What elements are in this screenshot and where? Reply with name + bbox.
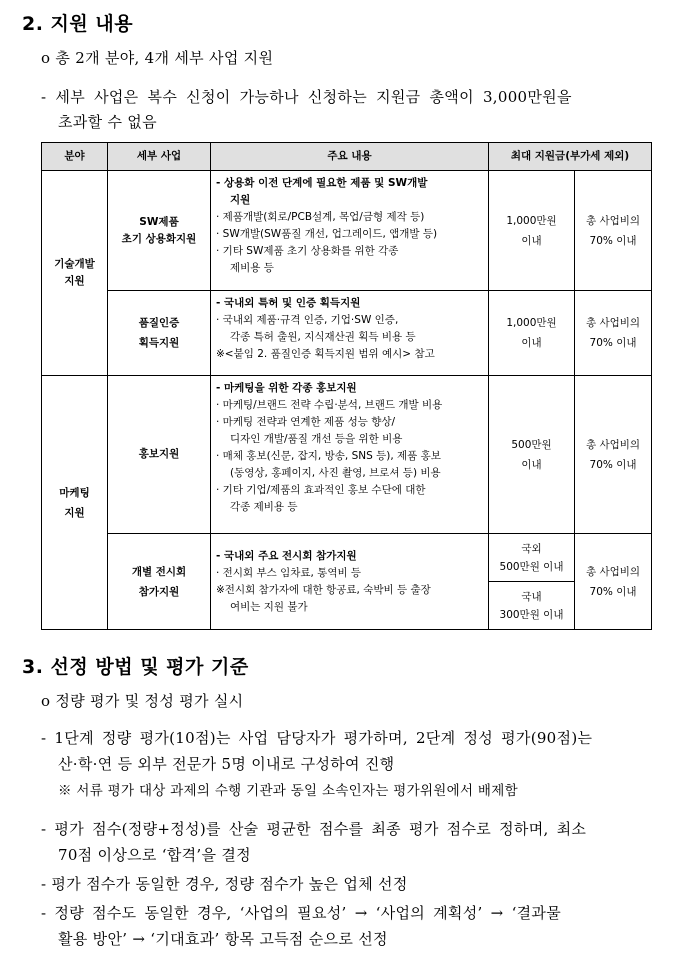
field-tech-dev: [42, 171, 108, 376]
amount-quality-cert: 1,000만원 이내: [489, 291, 575, 376]
ratio-sw-product: 총 사업비의 70% 이내: [575, 171, 652, 291]
section-2-title: 2. 지원 내용: [22, 13, 134, 35]
content-quality-cert: - 국내외 특허 및 인증 획득지원 · 국내외 제품·규격 인증, 기업·SW 인증, 각종 특허 출원, 지식재산권 획득 비용 등 ※<붙임 2. 품질인증 획득지원 범위 예시> 참고: [211, 291, 489, 376]
section-2-bullet: o 총 2개 분야, 4개 세부 사업 지원: [41, 49, 274, 67]
section-2-dash-line-1: - 세부 사업은 복수 신청이 가능하나 신청하는 지원금 총액이 3,000만원을: [41, 88, 572, 106]
section-3-bullet: o 정량 평가 및 정성 평가 실시: [41, 692, 244, 710]
content-promotion: - 마케팅을 위한 각종 홍보지원 · 마케팅/브랜드 전략 수립·분석, 브랜드 개발 비용 · 마케팅 전략과 연계한 제품 성능 향상/ 디자인 개발/품질 개선 등을 위한 비용 · 매체 홍보(신문, 잡지, 방송, SNS 등), 제품 홍보 (동영상, 홍페이지, 사진 촬영, 브로셔 등) 비용 · 기타 기업/제품의 효과적인 홍보 수단에 대한 각종 제비용 등: [211, 376, 489, 534]
header-project: 세부 사업: [108, 143, 211, 171]
section-3-item-2-line-2: 70점 이상으로 ‘합격’을 결정: [58, 846, 251, 864]
header-field: 분야: [42, 143, 108, 171]
amount-promotion: 500만원 이내: [489, 376, 575, 534]
section-3-item-4-line-1: - 정량 점수도 동일한 경우, ‘사업의 필요성’ → ‘사업의 계획성’ → ‘결과물: [41, 904, 562, 922]
amount-exhibition: [489, 534, 575, 630]
section-3-item-4-line-2: 활용 방안’ → ‘기대효과’ 항목 고득점 순으로 선정: [58, 930, 388, 948]
ratio-promotion: 총 사업비의 70% 이내: [575, 376, 652, 534]
amount-sw-product: 1,000만원 이내: [489, 171, 575, 291]
project-quality-cert: 품질인증 획득지원: [108, 291, 211, 376]
header-max-amount: 최대 지원금(부가세 제외): [489, 143, 652, 171]
section-3-item-1-line-2: 산·학·연 등 외부 전문가 5명 이내로 구성하여 진행: [58, 755, 395, 773]
ratio-quality-cert: 총 사업비의 70% 이내: [575, 291, 652, 376]
section-3-item-3: - 평가 점수가 동일한 경우, 정량 점수가 높은 업체 선정: [41, 875, 408, 893]
header-content: 주요 내용: [211, 143, 489, 171]
field-tech-line-2: 지원: [64, 275, 85, 287]
field-marketing: 마케팅 지원: [42, 376, 108, 630]
project-exhibition: 개별 전시회 참가지원: [108, 534, 211, 630]
table-row: [42, 171, 652, 291]
content-sw-product: - 상용화 이전 단계에 필요한 제품 및 SW개발 지원 · 제품개발(회로/PCB설계, 목업/금형 제작 등) · SW개발(SW품질 개선, 업그레이드, 앱개발 등) · 기타 SW제품 초기 상용화를 위한 각종 제비용 등: [211, 171, 489, 291]
amount-exhibition-domestic: 국내 300만원 이내: [499, 590, 564, 621]
table-header-row: [42, 143, 652, 171]
section-3-note: ※ 서류 평가 대상 과제의 수행 기관과 동일 소속인자는 평가위원에서 배제함: [58, 783, 518, 799]
project-promotion: 홍보지원: [108, 376, 211, 534]
table-row: [42, 376, 652, 534]
section-3-title: 3. 선정 방법 및 평가 기준: [22, 656, 249, 678]
section-3-item-1-line-1: - 1단계 정량 평가(10점)는 사업 담당자가 평가하며, 2단계 정성 평가(90점)는: [41, 729, 593, 747]
table-row: [42, 291, 652, 376]
content-exhibition: - 국내외 주요 전시회 참가지원 · 전시회 부스 임차료, 통역비 등 ※전시회 참가자에 대한 항공료, 숙박비 등 출장 여비는 지원 불가: [211, 534, 489, 630]
support-table: [41, 142, 652, 630]
project-sw-product: SW제품 초기 상용화지원: [108, 171, 211, 291]
table-row: [42, 534, 652, 630]
field-tech-line-1: 기술개발: [54, 258, 95, 270]
ratio-exhibition: 총 사업비의 70% 이내: [575, 534, 652, 630]
section-2-dash-line-2: 초과할 수 없음: [58, 113, 157, 131]
amount-exhibition-overseas: 국외 500만원 이내: [489, 534, 574, 582]
section-3-item-2-line-1: - 평가 점수(정량+정성)를 산술 평균한 점수를 최종 평가 점수로 정하며, 최소: [41, 820, 587, 838]
